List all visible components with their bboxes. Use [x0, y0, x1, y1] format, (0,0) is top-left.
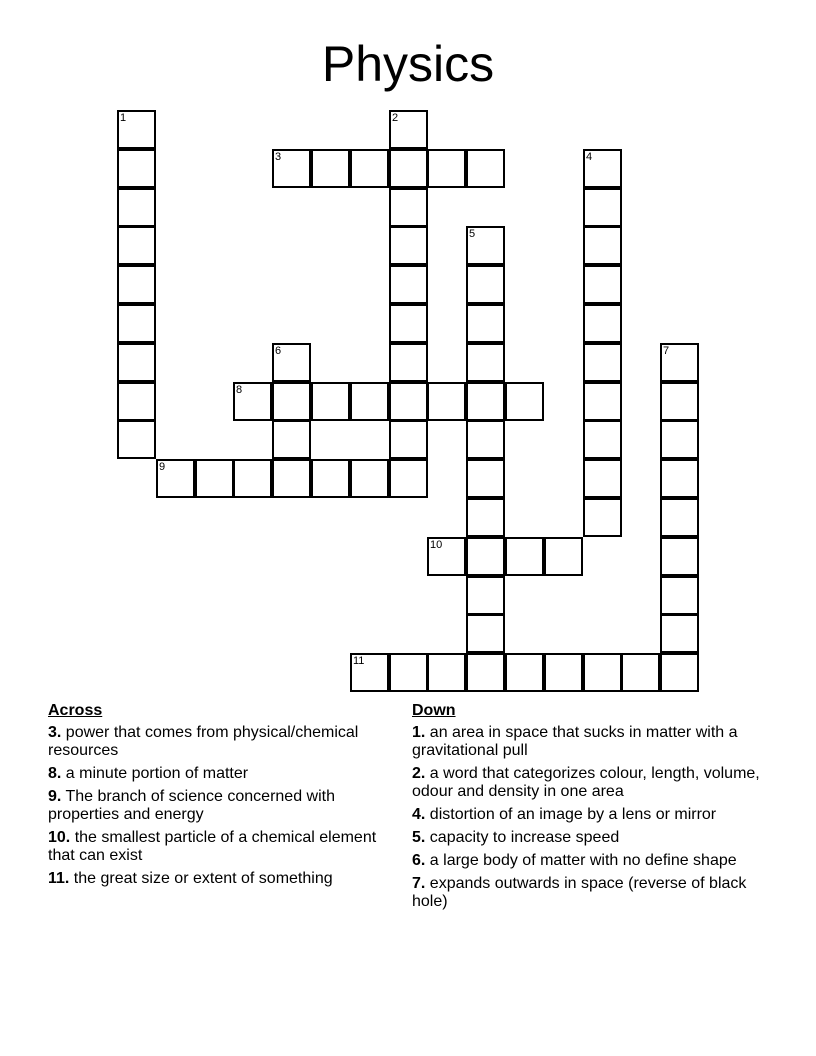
down-clue	[412, 875, 762, 911]
grid-cell[interactable]	[272, 459, 311, 498]
grid-cell[interactable]	[195, 459, 234, 498]
puzzle-title: Physics	[321, 36, 495, 92]
grid-cell[interactable]	[466, 537, 505, 576]
clue-text: an area in space that sucks in matter with a gravitational pull	[412, 724, 738, 759]
grid-cell[interactable]	[466, 459, 505, 498]
grid-cell[interactable]	[583, 382, 622, 421]
grid-cell[interactable]	[660, 420, 699, 459]
grid-cell[interactable]	[660, 382, 699, 421]
grid-cell[interactable]	[350, 382, 389, 421]
across-clue	[48, 788, 393, 824]
grid-cell[interactable]	[389, 149, 428, 188]
grid-cell[interactable]	[311, 149, 350, 188]
down-clue	[412, 806, 762, 824]
cell-number: 7	[663, 345, 670, 357]
grid-cell[interactable]	[156, 459, 195, 498]
cell-number: 5	[469, 228, 476, 240]
grid-cell[interactable]	[505, 382, 544, 421]
clue-number: 2.	[412, 765, 426, 782]
clue-text: a minute portion of matter	[61, 765, 249, 782]
down-clue	[412, 765, 762, 801]
down-clue	[412, 852, 762, 870]
clue-text: The branch of science concerned with properties and energy	[48, 788, 335, 823]
clue-number: 10.	[48, 829, 71, 846]
grid-cell[interactable]	[583, 265, 622, 304]
grid-cell[interactable]	[660, 537, 699, 576]
clue-number: 7.	[412, 875, 426, 892]
grid-cell[interactable]	[233, 459, 272, 498]
down-clue-list	[412, 724, 762, 911]
grid-cell[interactable]	[583, 304, 622, 343]
grid-cell[interactable]	[583, 188, 622, 227]
grid-cell[interactable]	[466, 653, 505, 692]
grid-cell[interactable]	[389, 304, 428, 343]
cell-number: 1	[120, 112, 127, 124]
grid-cell[interactable]	[233, 382, 272, 421]
grid-cell[interactable]	[427, 537, 466, 576]
across-clue	[48, 870, 393, 888]
cell-number: 9	[159, 461, 166, 473]
cell-number: 11	[353, 655, 365, 667]
grid-cell[interactable]	[466, 576, 505, 615]
grid-cell[interactable]	[466, 498, 505, 537]
grid-cell[interactable]	[466, 382, 505, 421]
clue-number: 4.	[412, 806, 426, 823]
clue-text: capacity to increase speed	[425, 829, 620, 846]
grid-cell[interactable]	[660, 459, 699, 498]
grid-cell[interactable]	[583, 343, 622, 382]
grid-cell[interactable]	[117, 343, 156, 382]
grid-cell[interactable]	[466, 614, 505, 653]
across-heading: Across	[48, 702, 103, 719]
down-clue	[412, 829, 762, 847]
cell-number: 4	[586, 151, 593, 163]
grid-cell[interactable]	[389, 653, 428, 692]
grid-cell[interactable]	[389, 265, 428, 304]
grid-cell[interactable]	[389, 226, 428, 265]
cell-number: 6	[275, 345, 282, 357]
clue-number: 1.	[412, 724, 426, 741]
grid-cell[interactable]	[389, 382, 428, 421]
grid-cell[interactable]	[466, 149, 505, 188]
across-clue	[48, 829, 393, 865]
grid-cell[interactable]	[117, 382, 156, 421]
grid-cell[interactable]	[311, 459, 350, 498]
grid-cell[interactable]	[660, 614, 699, 653]
down-clues	[412, 702, 762, 916]
grid-cell[interactable]	[272, 149, 311, 188]
grid-cell[interactable]	[583, 498, 622, 537]
grid-cell[interactable]	[583, 226, 622, 265]
grid-cell[interactable]	[583, 459, 622, 498]
clue-number: 3.	[48, 724, 62, 741]
grid-cell[interactable]	[389, 188, 428, 227]
grid-cell[interactable]	[466, 265, 505, 304]
grid-cell[interactable]	[389, 459, 428, 498]
grid-cell[interactable]	[660, 653, 699, 692]
clue-number: 5.	[412, 829, 426, 846]
clue-number: 6.	[412, 852, 426, 869]
grid-cell[interactable]	[311, 382, 350, 421]
grid-cell[interactable]	[117, 226, 156, 265]
clue-number: 11.	[48, 870, 70, 887]
grid-cell[interactable]	[466, 420, 505, 459]
clue-text: a large body of matter with no define shape	[425, 852, 737, 869]
grid-cell[interactable]	[117, 110, 156, 149]
grid-cell[interactable]	[272, 382, 311, 421]
grid-cell[interactable]	[466, 226, 505, 265]
across-clue-list	[48, 724, 393, 888]
across-clues	[48, 702, 393, 893]
clue-text: expands outwards in space (reverse of black hole)	[412, 875, 747, 910]
grid-cell[interactable]	[505, 653, 544, 692]
grid-cell[interactable]	[427, 382, 466, 421]
grid-cell[interactable]	[350, 653, 389, 692]
grid-cell[interactable]	[621, 653, 660, 692]
down-heading: Down	[412, 702, 456, 719]
cell-number: 8	[236, 384, 243, 396]
grid-cell[interactable]	[583, 149, 622, 188]
grid-cell[interactable]	[583, 653, 622, 692]
grid-cell[interactable]	[117, 420, 156, 459]
grid-cell[interactable]	[466, 304, 505, 343]
clue-number: 9.	[48, 788, 62, 805]
grid-cell[interactable]	[350, 459, 389, 498]
clue-text: distortion of an image by a lens or mirror	[425, 806, 717, 823]
clue-text: power that comes from physical/chemical resources	[48, 724, 359, 759]
clue-text: the smallest particle of a chemical element that can exist	[48, 829, 377, 864]
grid-cell[interactable]	[660, 343, 699, 382]
grid-cell[interactable]	[389, 343, 428, 382]
grid-cell[interactable]	[389, 110, 428, 149]
grid-cell[interactable]	[544, 537, 583, 576]
down-clue	[412, 724, 762, 760]
grid-cell[interactable]	[350, 149, 389, 188]
grid-cell[interactable]	[427, 149, 466, 188]
clue-text: a word that categorizes colour, length, volume, odour and density in one area	[412, 765, 760, 800]
grid-cell[interactable]	[583, 420, 622, 459]
grid-cell[interactable]	[660, 498, 699, 537]
cell-number: 10	[430, 539, 443, 551]
across-clue	[48, 765, 393, 783]
grid-cell[interactable]	[117, 304, 156, 343]
clue-text: the great size or extent of something	[69, 870, 333, 887]
clue-number: 8.	[48, 765, 62, 782]
grid-cell[interactable]	[272, 343, 311, 382]
across-clue	[48, 724, 393, 760]
grid-cell[interactable]	[389, 420, 428, 459]
grid-cell[interactable]	[272, 420, 311, 459]
grid-cell[interactable]	[427, 653, 466, 692]
grid-cell[interactable]	[117, 188, 156, 227]
grid-cell[interactable]	[660, 576, 699, 615]
cell-number: 2	[392, 112, 399, 124]
grid-cell[interactable]	[117, 149, 156, 188]
cell-number: 3	[275, 151, 282, 163]
grid-cell[interactable]	[544, 653, 583, 692]
grid-cell[interactable]	[505, 537, 544, 576]
grid-cell[interactable]	[466, 343, 505, 382]
grid-cell[interactable]	[117, 265, 156, 304]
